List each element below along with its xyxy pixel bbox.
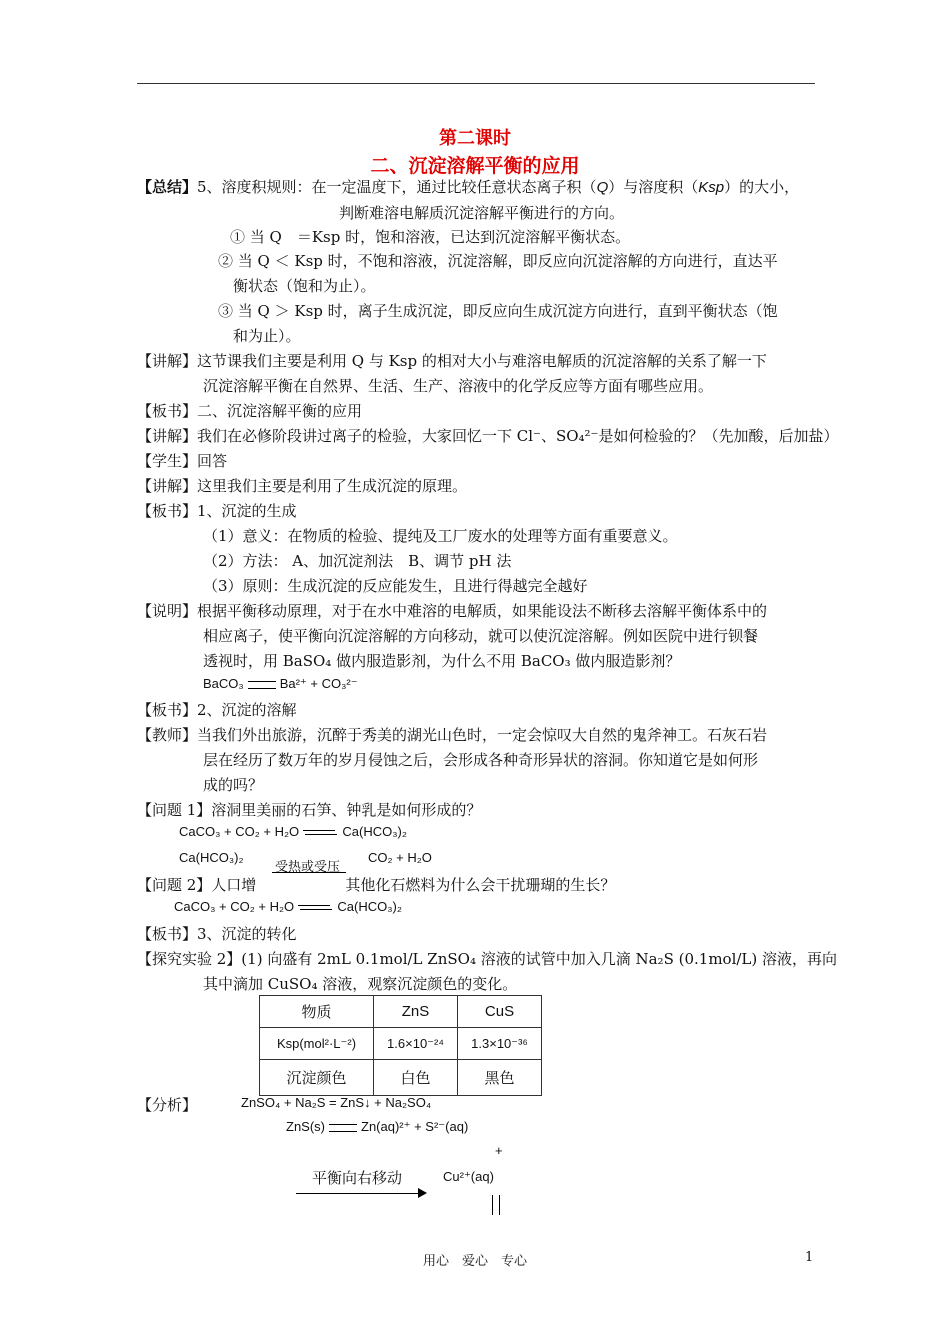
board-2-item-2: （2）方法： A、加沉淀剂法 B、调节 pH 法 xyxy=(203,552,512,570)
eq4-left: CaCO₃ + CO₂ + H₂O xyxy=(174,899,295,914)
summary-text-a: 5、溶度积规则：在一定温度下，通过比较任意状态离子积（ xyxy=(197,178,597,196)
summary-q: Q xyxy=(596,179,609,196)
plus-sign: + xyxy=(495,1143,503,1158)
board-2-item-1: （1）意义：在物质的检验、提纯及工厂废水的处理等方面有重要意义。 xyxy=(203,527,678,545)
board-4: 【板书】3、沉淀的转化 xyxy=(137,925,297,943)
question-2-a: 【问题 2】人口增 xyxy=(137,876,257,894)
explain-3: 【讲解】这里我们主要是利用了生成沉淀的原理。 xyxy=(137,477,468,495)
rule-2-cont: 衡状态（饱和为止）。 xyxy=(233,277,376,295)
question-1: 【问题 1】溶洞里美丽的石笋、钟乳是如何形成的？ xyxy=(137,801,482,819)
eq3-left: Ca(HCO₃)₂ xyxy=(179,850,244,865)
note-line-1: 【说明】根据平衡移动原理，对于在水中难溶的电解质，如果能设法不断移去溶解平衡体系中的 xyxy=(137,602,768,620)
analysis-eq-1: ZnSO₄ + Na₂S = ZnS↓ + Na₂SO₄ xyxy=(241,1095,432,1110)
rule-3-cont: 和为止）。 xyxy=(233,327,301,345)
student: 【学生】回答 xyxy=(137,452,228,470)
question-2 xyxy=(137,874,615,895)
table-row xyxy=(260,1060,542,1096)
section-title: 二、沉淀溶解平衡的应用 xyxy=(370,155,580,177)
table-cell: Ksp(mol²·L⁻²) xyxy=(260,1028,374,1060)
summary-ksp: Ksp xyxy=(698,179,725,196)
experiment-line-2: 其中滴加 CuSO₄ 溶液，观察沉淀颜色的变化。 xyxy=(203,975,518,993)
teacher-line-2: 层在经历了数万年的岁月侵蚀之后，会形成各种奇形异状的溶洞。你知道它是如何形 xyxy=(203,751,759,769)
equals-icon xyxy=(298,903,334,913)
teacher-line-3: 成的吗？ xyxy=(203,776,264,794)
eq3-right: CO₂ + H₂O xyxy=(368,850,432,865)
summary-text-c: ）的大小， xyxy=(724,178,800,196)
eq2-right: Ca(HCO₃)₂ xyxy=(342,824,407,839)
equilibrium-arrow-icon xyxy=(248,681,276,689)
equation-baco3 xyxy=(203,676,358,692)
summary-line-2: 判断难溶电解质沉淀溶解平衡进行的方向。 xyxy=(339,204,625,222)
solubility-table xyxy=(259,995,542,1096)
board-2-item-3: （3）原则：生成沉淀的反应能发生，且进行得越完全越好 xyxy=(203,577,588,595)
page-number: 1 xyxy=(805,1250,814,1265)
reaction-arrow-line xyxy=(272,872,346,873)
eq2-left: CaCO₃ + CO₂ + H₂O xyxy=(179,824,300,839)
experiment-line-1: 【探究实验 2】(1) 向盛有 2mL 0.1mol/L ZnSO₄ 溶液的试管中加入几滴 Na₂S (0.1mol/L) 溶液，再向 xyxy=(137,950,838,968)
analysis-eq-2 xyxy=(286,1119,468,1135)
summary-text-b: ）与溶度积（ xyxy=(608,178,699,196)
question-2-b: 其他化石燃料为什么会干扰珊瑚的生长？ xyxy=(345,876,616,894)
cu-ion: Cu²⁺(aq) xyxy=(443,1169,494,1184)
board-1: 【板书】二、沉淀溶解平衡的应用 xyxy=(137,402,363,420)
explain-1: 【讲解】这节课我们主要是利用 Q 与 Ksp 的相对大小与难溶电解质的沉淀溶解的关系了解一下 xyxy=(137,352,767,370)
equilibrium-arrow-icon xyxy=(329,1124,357,1132)
table-cell: 白色 xyxy=(374,1060,458,1096)
equation-caco3 xyxy=(179,824,407,839)
equals-icon xyxy=(303,828,339,838)
eq3-condition: 受热或受压 xyxy=(275,860,341,875)
table-cell: CuS xyxy=(458,996,542,1028)
an-eq2-right: Zn(aq)²⁺ + S²⁻(aq) xyxy=(361,1119,469,1134)
shift-label: 平衡向右移动 xyxy=(312,1169,403,1187)
teacher-line-1: 【教师】当我们外出旅游，沉醉于秀美的湖光山色时，一定会惊叹大自然的鬼斧神工。石灰石岩 xyxy=(137,726,768,744)
rule-3: ③ 当 Q ＞ Ksp 时，离子生成沉淀，即反应向生成沉淀方向进行，直到平衡状态（饱 xyxy=(218,302,778,320)
note-line-2: 相应离子，使平衡向沉淀溶解的方向移动，就可以使沉淀溶解。例如医院中进行钡餐 xyxy=(203,627,759,645)
explain-1-cont: 沉淀溶解平衡在自然界、生活、生产、溶液中的化学反应等方面有哪些应用。 xyxy=(203,377,714,395)
board-2: 【板书】1、沉淀的生成 xyxy=(137,502,297,520)
eq1-left: BaCO₃ xyxy=(203,676,244,691)
an-eq2-left: ZnS(s) xyxy=(286,1119,325,1134)
footer-motto: 用心 爱心 专心 xyxy=(422,1254,527,1269)
table-row xyxy=(260,996,542,1028)
arrowhead-icon xyxy=(418,1188,427,1198)
explain-2: 【讲解】我们在必修阶段讲过离子的检验，大家回忆一下 Cl⁻、SO₄²⁻是如何检验的？（先加酸，后加盐） xyxy=(137,427,839,445)
eq4-right: Ca(HCO₃)₂ xyxy=(337,899,402,914)
summary-tag: 【总结】 xyxy=(137,178,198,196)
table-cell: 黑色 xyxy=(458,1060,542,1096)
rule-1: ① 当 Q ＝Ksp 时，饱和溶液，已达到沉淀溶解平衡状态。 xyxy=(230,228,631,246)
board-3: 【板书】2、沉淀的溶解 xyxy=(137,701,297,719)
table-cell: ZnS xyxy=(374,996,458,1028)
table-cell: 1.3×10⁻³⁶ xyxy=(458,1028,542,1060)
note-line-3: 透视时，用 BaSO₄ 做内服造影剂，为什么不用 BaCO₃ 做内服造影剂？ xyxy=(203,652,681,670)
table-cell: 1.6×10⁻²⁴ xyxy=(374,1028,458,1060)
table-cell: 物质 xyxy=(260,996,374,1028)
analysis-tag: 【分析】 xyxy=(137,1096,198,1114)
right-arrow-icon xyxy=(296,1193,422,1194)
equation-caco3-2 xyxy=(174,899,402,914)
vertical-equilibrium-icon xyxy=(492,1195,500,1215)
table-cell: 沉淀颜色 xyxy=(260,1060,374,1096)
table-row xyxy=(260,1028,542,1060)
summary-line xyxy=(137,176,799,197)
eq1-right: Ba²⁺ + CO₃²⁻ xyxy=(279,676,358,691)
rule-2: ② 当 Q ＜ Ksp 时，不饱和溶液，沉淀溶解，即反应向沉淀溶解的方向进行，直达平 xyxy=(218,252,778,270)
header-rule xyxy=(137,83,815,84)
lesson-title: 第二课时 xyxy=(439,128,511,149)
